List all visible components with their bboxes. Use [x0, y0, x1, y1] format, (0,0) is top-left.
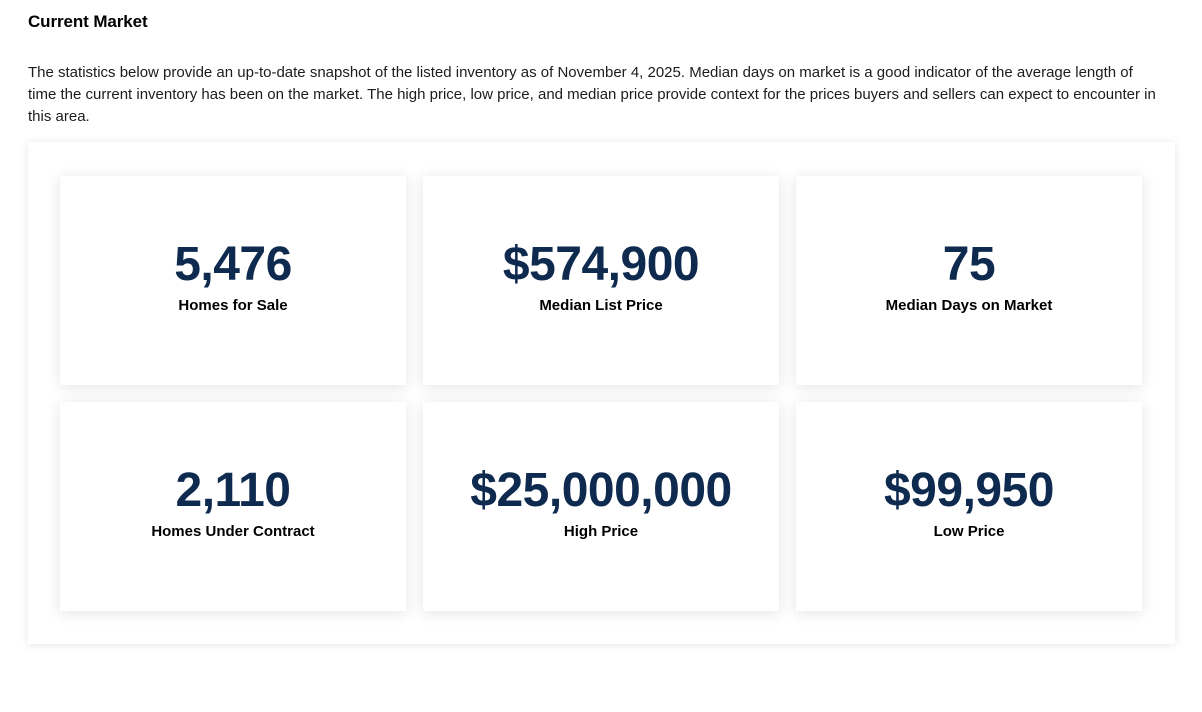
- stat-card-low-price: [796, 402, 1142, 611]
- stat-value: $99,950: [883, 463, 1054, 517]
- stat-card-homes-for-sale: [60, 176, 406, 385]
- stat-card-median-days-on-market: [796, 176, 1142, 385]
- stat-label: Low Price: [933, 522, 1005, 540]
- stat-value: $25,000,000: [470, 463, 732, 517]
- stat-label: Homes Under Contract: [151, 522, 315, 540]
- stat-label: Median Days on Market: [885, 296, 1053, 314]
- stat-card-high-price: [423, 402, 779, 611]
- section-title: Current Market: [28, 12, 148, 31]
- stat-value: 2,110: [175, 463, 291, 517]
- market-stats-panel: [28, 142, 1175, 644]
- stat-label: High Price: [563, 522, 639, 540]
- stat-label: Median List Price: [539, 296, 663, 314]
- stat-value: 5,476: [174, 237, 292, 291]
- stat-card-homes-under-contract: [60, 402, 406, 611]
- stat-label: Homes for Sale: [178, 296, 288, 314]
- stat-value: 75: [942, 237, 996, 291]
- intro-paragraph: The statistics below provide an up-to-date snapshot of the listed inventory as of November 4, 2025. Median days on market is a good indicator of the average length of time the current inventory has been on the market. The high price, low price, and median price provide context for the prices buyers and sellers can expect to encounter in this area.: [28, 64, 1156, 125]
- stat-card-median-list-price: [423, 176, 779, 385]
- stat-value: $574,900: [502, 237, 700, 291]
